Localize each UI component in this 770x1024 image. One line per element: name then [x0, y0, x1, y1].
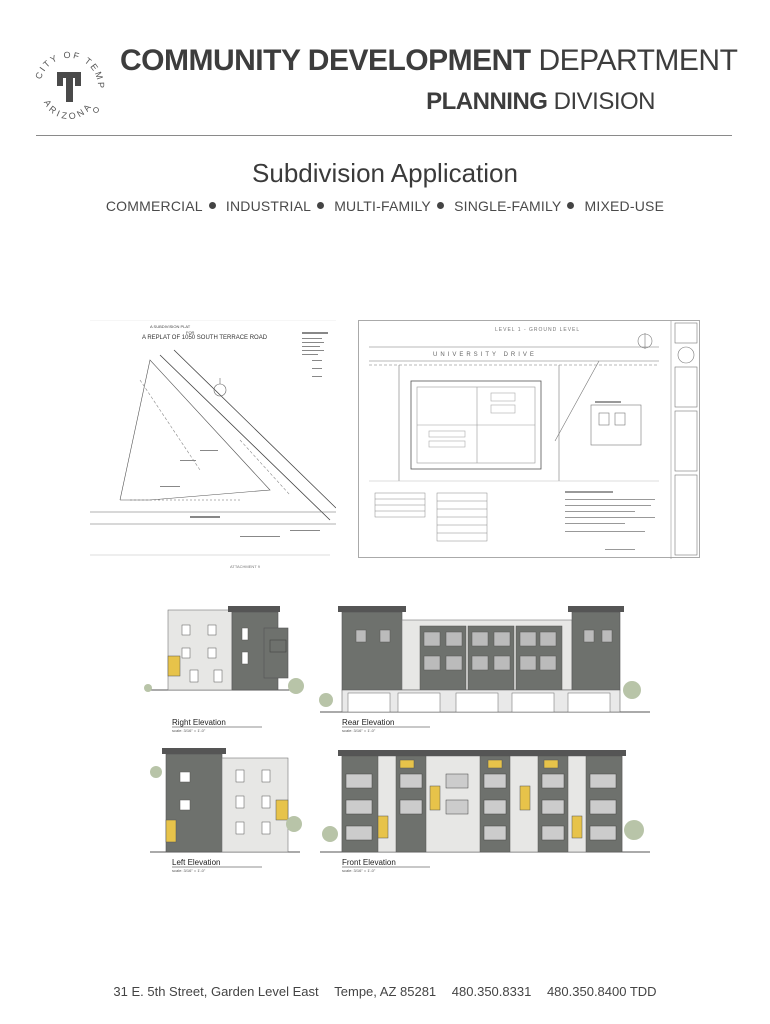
type-industrial: INDUSTRIAL — [225, 198, 312, 214]
rear-elevation-drawing — [319, 606, 650, 712]
plat-caption-1: A SUBDIVISION PLAT — [150, 324, 191, 329]
footer-phone: 480.350.8331 — [451, 984, 532, 999]
footer-tdd: 480.350.8400 TDD — [546, 984, 657, 999]
rear-elevation-label: Rear Elevation — [342, 718, 395, 727]
site-level-label: LEVEL 1 - GROUND LEVEL — [495, 327, 581, 333]
svg-text:CITY OF TEMPE: CITY OF TEMP — [33, 49, 107, 91]
footer-address: 31 E. 5th Street, Garden Level East — [113, 984, 319, 999]
svg-text:ARIZONA: ARIZONA — [41, 97, 95, 122]
page-title: Subdivision Application — [252, 158, 518, 188]
division-heading: PLANNING DIVISION — [426, 88, 655, 115]
left-elevation-drawing — [150, 748, 302, 852]
type-commercial: COMMERCIAL — [105, 198, 203, 214]
type-mixed-use: MIXED-USE — [584, 198, 665, 214]
right-elevation-label: Right Elevation — [172, 718, 226, 727]
plat-caption-3: A REPLAT OF 1050 SOUTH TERRACE ROAD — [142, 335, 268, 341]
department-heading: COMMUNITY DEVELOPMENT DEPARTMENT — [120, 44, 738, 77]
rear-elevation-scale: scale: 3/16" = 1'-0" — [342, 728, 376, 733]
front-elevation-scale: scale: 3/16" = 1'-0" — [342, 868, 376, 873]
site-street-label: UNIVERSITY DRIVE — [433, 352, 537, 358]
type-multi-family: MULTI-FAMILY — [334, 198, 431, 214]
front-elevation-drawing — [320, 750, 650, 852]
type-single-family: SINGLE-FAMILY — [454, 198, 562, 214]
left-elevation-scale: scale: 3/16" = 1'-0" — [172, 868, 206, 873]
footer-city: Tempe, AZ 85281 — [334, 984, 437, 999]
right-elevation-scale: scale: 3/16" = 1'-0" — [172, 728, 206, 733]
left-elevation-label: Left Elevation — [172, 858, 221, 867]
plat-caption-2: FOR — [186, 330, 195, 335]
front-elevation-label: Front Elevation — [342, 858, 396, 867]
right-elevation-drawing — [144, 606, 304, 694]
plat-attachment-label: ATTACHMENT 9 — [230, 564, 261, 569]
footer-contact — [0, 984, 770, 999]
